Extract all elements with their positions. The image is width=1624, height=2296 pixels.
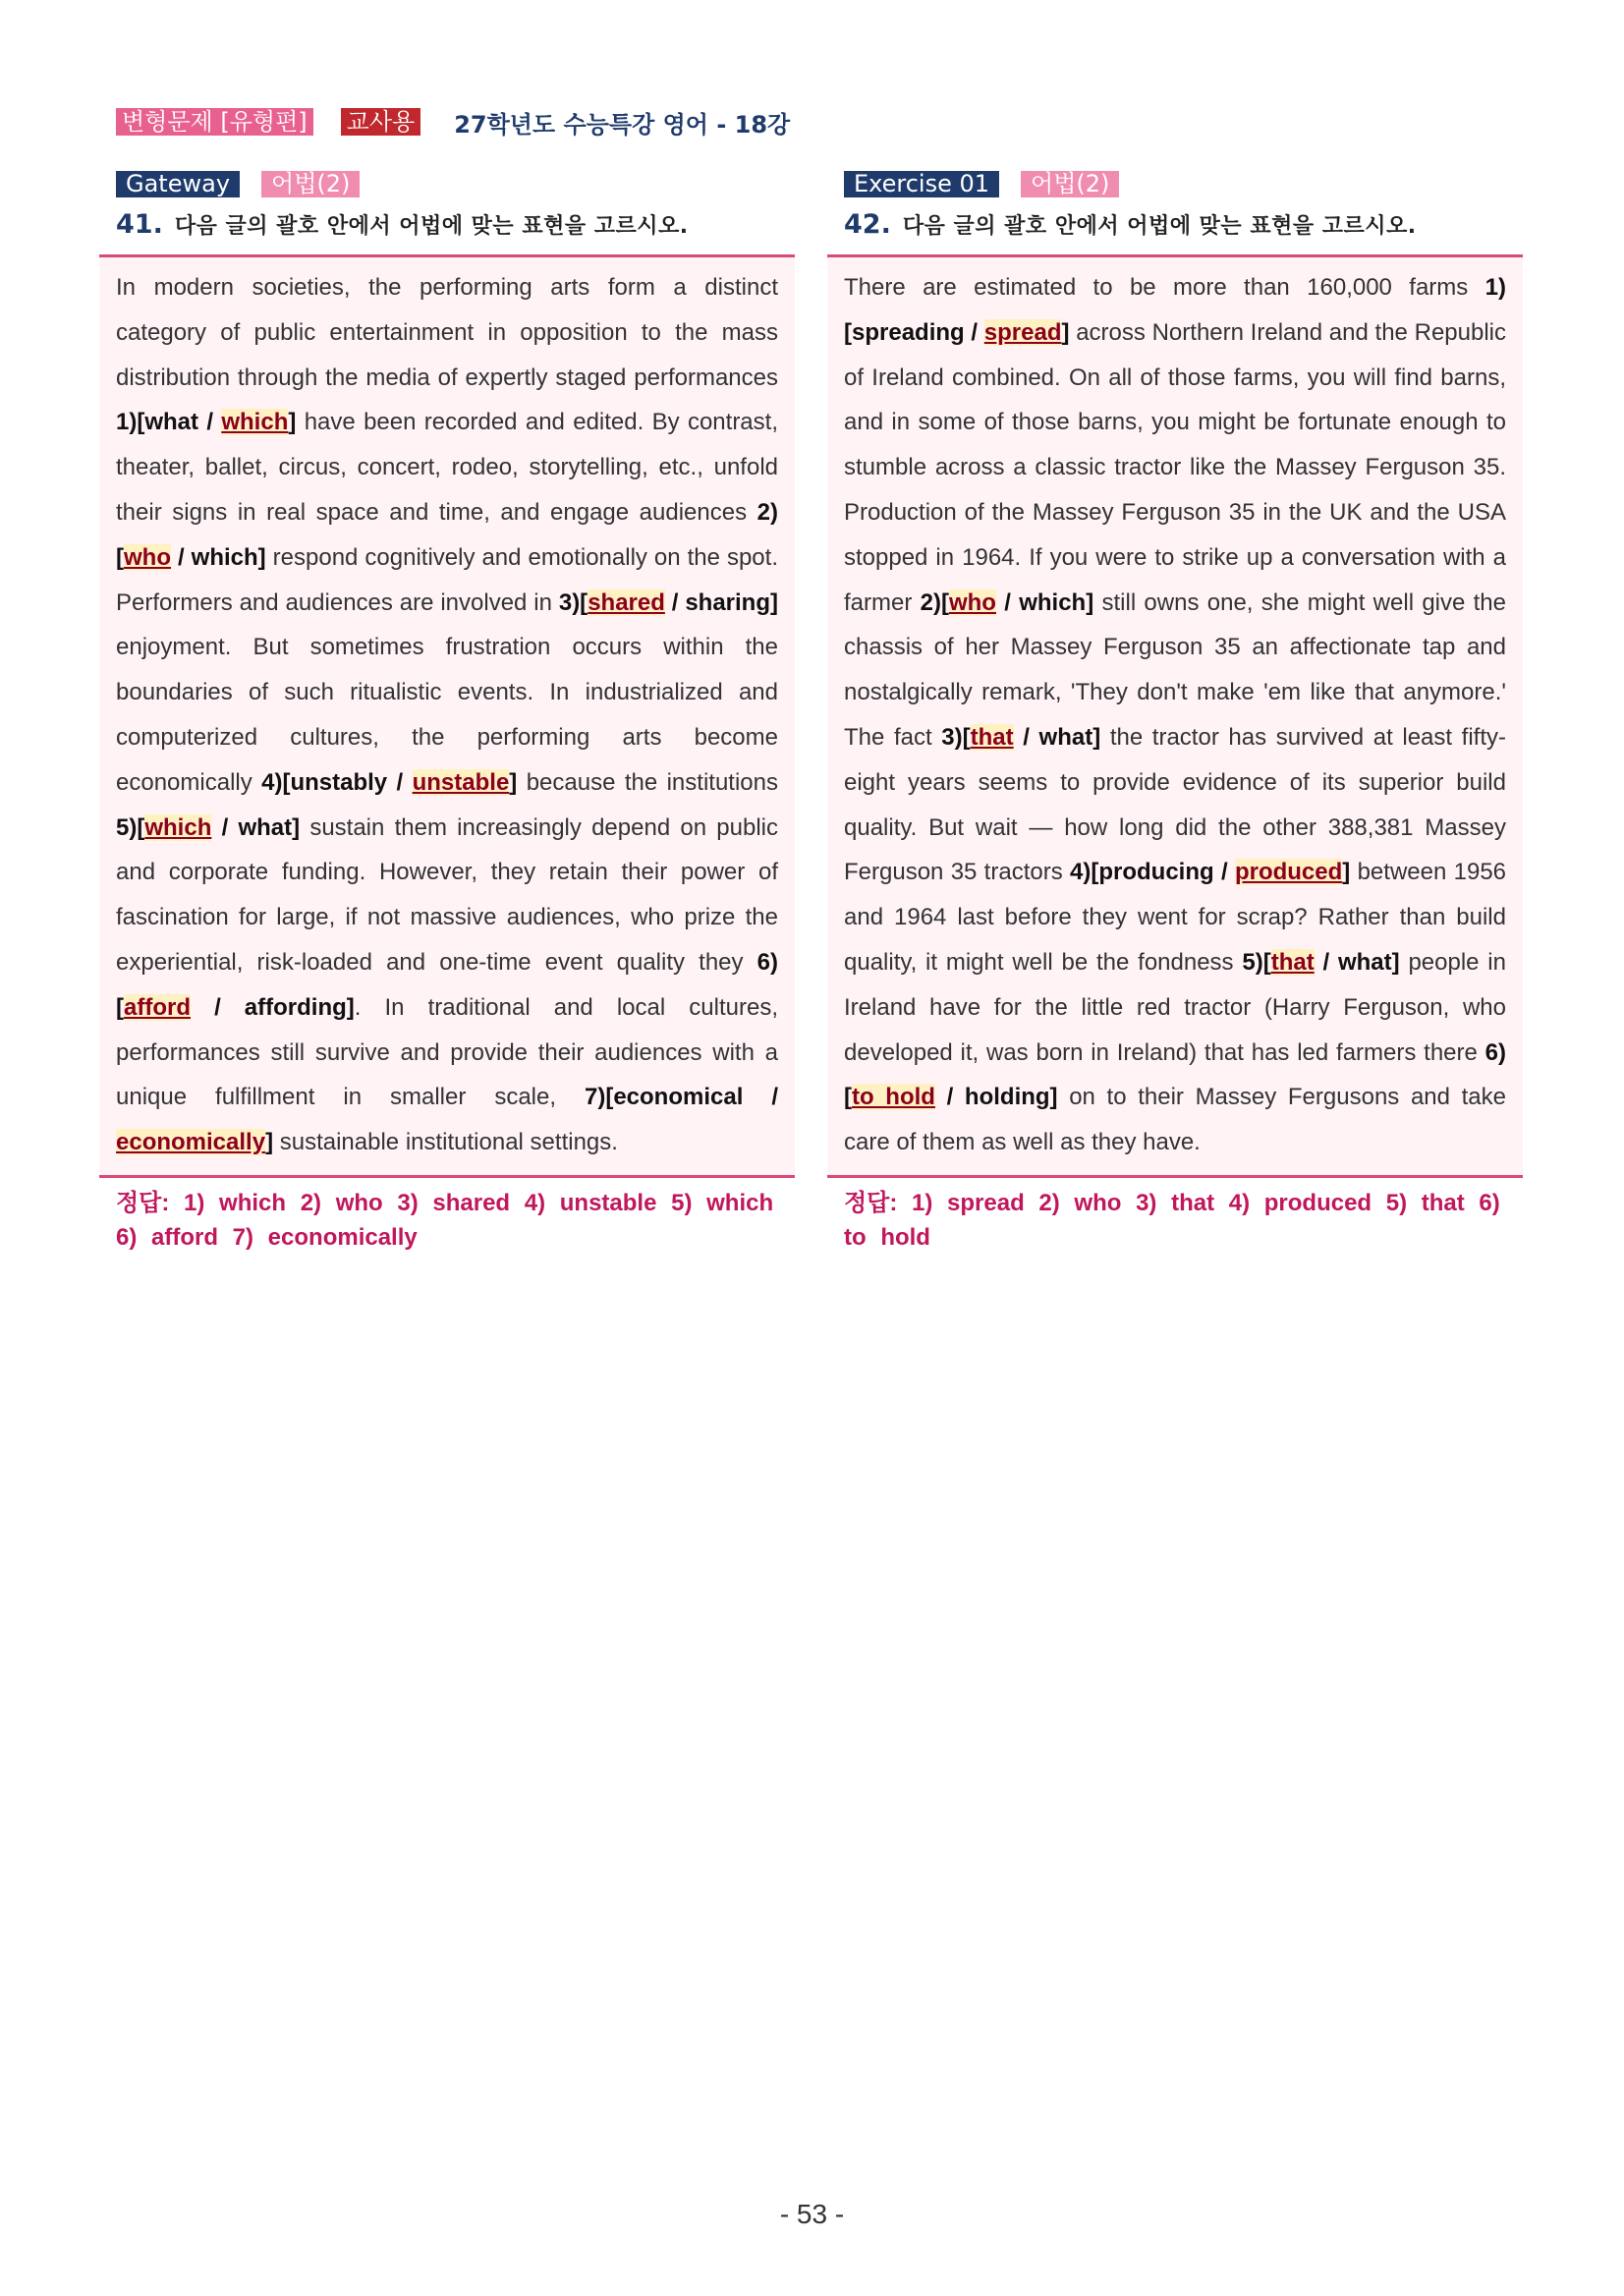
blank-4: 4)[unstably / unstable]	[261, 768, 518, 796]
answer-choice: who	[124, 543, 171, 571]
answer-choice: produced	[1234, 859, 1343, 886]
exercise-label: Exercise 01	[844, 171, 999, 197]
header-bar	[116, 106, 790, 138]
answer-choice: which	[144, 813, 212, 841]
question-number: 42.	[844, 209, 891, 240]
blank-6: 6)[afford / affording]	[116, 948, 778, 1021]
blank-2: 2)[who / which]	[116, 498, 778, 571]
variant-tag: 변형문제 [유형편]	[116, 108, 313, 136]
passage-box	[827, 254, 1523, 1178]
blank-3: 3)[that / what]	[941, 723, 1101, 751]
passage-segment: have been recorded and edited. By contrast, theater, ballet, circus, concert, rodeo, storytelling, etc., unfold their signs in real space and time, and engage audiences	[116, 409, 778, 526]
answer-choice: who	[948, 588, 996, 616]
passage-segment: the tractor has survived at least fifty-eight years seems to provide evidence of its superior build quality. But wait — how long did the other 388,381 Massey Ferguson 35 tractors	[844, 723, 1507, 886]
blank-7: 7)[economical / economically]	[116, 1084, 778, 1156]
passage-segment: across Northern Ireland and the Republic of Ireland combined. On all of those farms, you will find barns, and in some of those barns, you might be fortunate enough to stumble across a classic tractor like the Massey Ferguson 35. Production of the Massey Ferguson 35 in the UK and the USA stopped in 1964. If you were to strike up a conversation with a farmer	[844, 318, 1506, 616]
grammar-label: 어법(2)	[261, 171, 360, 197]
blank-6: 6)[to hold / holding]	[844, 1038, 1506, 1111]
answer-choice: unstable	[412, 768, 510, 796]
passage-segment: still owns one, she might well give the chassis of her Massey Ferguson 35 an affectionate tap and nostalgically remark, 'They don't make 'em like that anymore.' The fact	[844, 588, 1506, 751]
question-42-column	[827, 170, 1523, 1255]
passage-segment: because the institutions	[517, 768, 778, 796]
document-title: 27학년도 수능특강 영어 - 18강	[454, 110, 791, 139]
passage-segment: between 1956 and 1964 last before they went for scrap? Rather than build quality, it might well be the fondness	[844, 859, 1507, 976]
answer-choice: that	[970, 723, 1014, 751]
passage-segment: In modern societies, the performing arts form a distinct category of public entertainment in opposition to the mass distribution through the media of expertly staged performances	[116, 274, 778, 391]
question-prompt	[116, 209, 795, 243]
answer-choice: that	[1270, 948, 1315, 976]
passage-text	[116, 265, 778, 1165]
passage-text	[844, 265, 1506, 1165]
section-label-row	[116, 170, 795, 197]
passage-segment: sustainable institutional settings.	[273, 1129, 618, 1156]
blank-1: 1)[what / which]	[116, 409, 297, 436]
grammar-label: 어법(2)	[1021, 171, 1119, 197]
blank-5: 5)[which / what]	[116, 813, 301, 841]
blank-4: 4)[producing / produced]	[1070, 859, 1351, 886]
section-label-row	[844, 170, 1523, 197]
page-number: - 53 -	[779, 2199, 845, 2229]
question-text: 다음 글의 괄호 안에서 어법에 맞는 표현을 고르시오.	[902, 214, 1417, 239]
passage-segment: on to their Massey Fergusons and take care of them as well as they have.	[844, 1084, 1507, 1156]
question-text: 다음 글의 괄호 안에서 어법에 맞는 표현을 고르시오.	[174, 214, 689, 239]
passage-segment: enjoyment. But sometimes frustration occurs within the boundaries of such ritualistic events. In industrialized and computerized cultures, the performing arts become economically	[116, 634, 778, 796]
answer-key: 정답: 1) spread 2) who 3) that 4) produced 5) that 6) to hold	[844, 1189, 1500, 1251]
passage-segment: sustain them increasingly depend on public and corporate funding. However, they retain their power of fascination for large, if not massive audiences, who prize the experiential, risk-loaded and one-time event quality they	[116, 813, 778, 976]
blank-3: 3)[shared / sharing]	[558, 588, 778, 616]
passage-segment: There are estimated to be more than 160,000 farms	[844, 274, 1485, 301]
passage-box	[99, 254, 795, 1178]
passage-segment: people in Ireland have for the little red tractor (Harry Ferguson, who developed it, was born in Ireland) that has led farmers there	[844, 948, 1506, 1066]
answer-choice: afford	[124, 993, 191, 1021]
blank-2: 2)[who / which]	[920, 588, 1094, 616]
answer-choice: shared	[588, 588, 665, 616]
answer-choice: economically	[116, 1129, 266, 1156]
teacher-tag: 교사용	[341, 108, 421, 136]
question-number: 41.	[116, 209, 163, 240]
blank-1: 1)[spreading / spread]	[844, 274, 1506, 346]
answer-choice: to hold	[852, 1084, 935, 1111]
answer-choice: spread	[983, 318, 1062, 346]
question-prompt	[844, 209, 1523, 243]
blank-5: 5)[that / what]	[1242, 948, 1400, 976]
gateway-label: Gateway	[116, 171, 240, 197]
answer-key: 정답: 1) which 2) who 3) shared 4) unstable 5) which 6) afford 7) economically	[116, 1189, 774, 1251]
passage-segment: respond cognitively and emotionally on the spot. Performers and audiences are involved in	[116, 543, 778, 616]
answer-choice: which	[221, 409, 289, 436]
question-41-column	[99, 170, 795, 1255]
passage-segment: . In traditional and local cultures, performances still survive and provide their audiences with a unique fulfillment in smaller scale,	[116, 993, 778, 1111]
